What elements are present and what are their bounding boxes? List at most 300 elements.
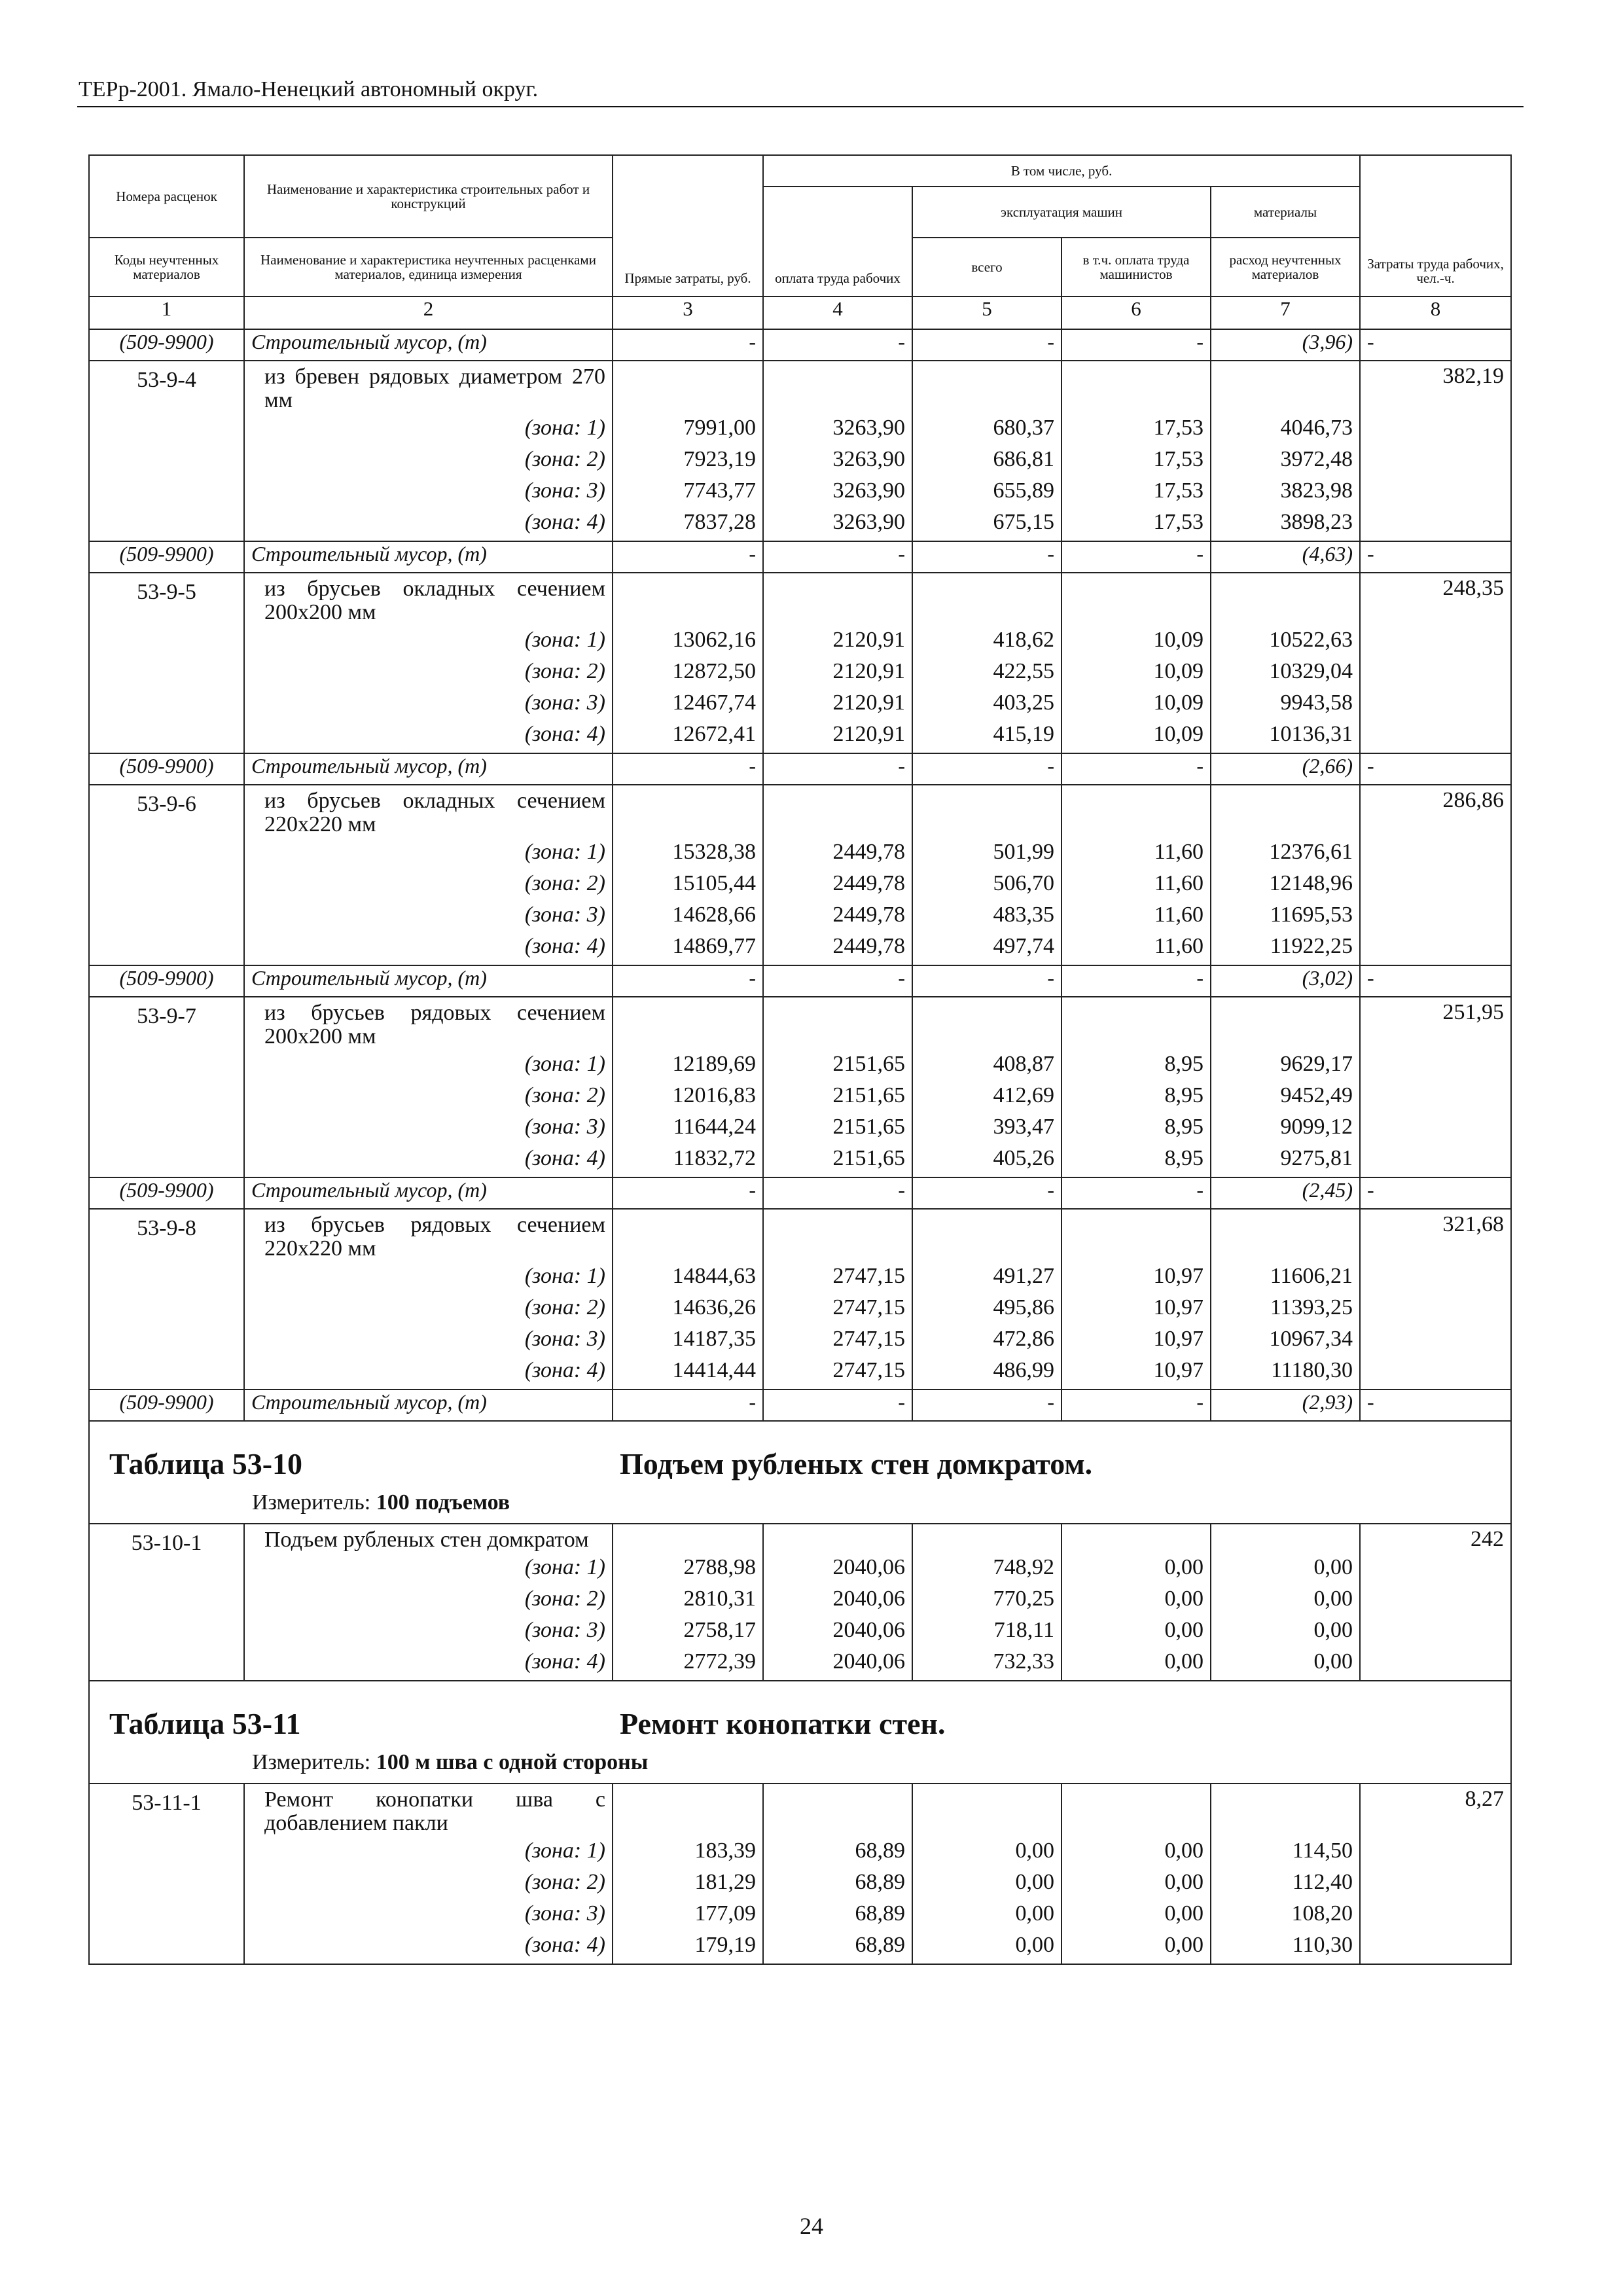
workers-pay: 2040,06 (832, 1618, 905, 1642)
machines-total-cell (912, 1209, 1061, 1390)
waste-pay: - (763, 541, 912, 573)
direct-costs: 7743,77 (683, 478, 756, 503)
workers-pay: 2747,15 (832, 1295, 905, 1319)
machines-total: 412,69 (993, 1083, 1054, 1107)
drivers-pay: 0,00 (1164, 1555, 1204, 1579)
section-table-name: Подъем рубленых стен домкратом. (620, 1447, 1093, 1480)
materials-cost: 108,20 (1291, 1901, 1353, 1926)
drivers-pay-cell (1061, 1784, 1211, 1964)
direct-costs: 14187,35 (672, 1327, 756, 1351)
workers-pay: 3263,90 (832, 447, 905, 471)
workers-pay-cell (763, 573, 912, 753)
machines-total-cell (912, 1524, 1061, 1681)
header-materials-consumption: расход неучтенных материалов (1211, 238, 1360, 296)
materials-cost: 0,00 (1313, 1587, 1353, 1611)
machines-total-cell (912, 785, 1061, 965)
direct-costs: 2810,31 (683, 1587, 756, 1611)
zone-label: (зона: 2) (524, 659, 605, 683)
header-materials-group: материалы (1211, 187, 1360, 238)
rate-item-row (89, 1784, 1511, 1964)
waste-machines: - (912, 541, 1061, 573)
materials-cost: 3823,98 (1280, 478, 1353, 503)
machines-total: 408,87 (993, 1052, 1054, 1076)
zone-label: (зона: 3) (524, 1901, 605, 1926)
direct-costs: 11832,72 (673, 1146, 756, 1170)
direct-costs: 7923,19 (683, 447, 756, 471)
direct-costs: 12189,69 (672, 1052, 756, 1076)
waste-amount: (2,45) (1211, 1177, 1360, 1209)
direct-costs: 14844,63 (672, 1264, 756, 1288)
direct-costs-cell (613, 997, 763, 1177)
drivers-pay: 8,95 (1164, 1083, 1204, 1107)
materials-cost: 12148,96 (1269, 871, 1353, 895)
workers-pay-cell (763, 361, 912, 541)
header-machines-total: всего (912, 238, 1061, 296)
rate-item-row (89, 1524, 1511, 1681)
workers-pay: 3263,90 (832, 478, 905, 503)
material-code: (509-9900) (89, 329, 244, 361)
drivers-pay-cell (1061, 997, 1211, 1177)
direct-costs: 7991,00 (683, 416, 756, 440)
waste-row (89, 965, 1511, 997)
rate-item-row (89, 361, 1511, 541)
machines-total-cell (912, 997, 1061, 1177)
zone-label: (зона: 1) (524, 628, 605, 652)
machines-total: 686,81 (993, 447, 1054, 471)
section-table-number: Таблица 53-10 (109, 1447, 303, 1480)
zone-label: (зона: 3) (524, 903, 605, 927)
material-code: (509-9900) (89, 753, 244, 785)
machines-total-cell (912, 1784, 1061, 1964)
materials-cost-cell (1211, 1784, 1360, 1964)
workers-pay: 68,89 (855, 1901, 905, 1926)
zone-label: (зона: 1) (524, 840, 605, 864)
direct-costs: 11644,24 (673, 1115, 756, 1139)
direct-costs-cell (613, 573, 763, 753)
header-labor-costs: Затраты труда рабочих, чел.-ч. (1360, 155, 1511, 296)
machines-total: 0,00 (1015, 1839, 1054, 1863)
waste-pay: - (763, 753, 912, 785)
workers-pay: 2449,78 (832, 840, 905, 864)
direct-costs-cell (613, 361, 763, 541)
waste-machines: - (912, 965, 1061, 997)
zone-label: (зона: 1) (524, 1555, 605, 1579)
waste-row (89, 753, 1511, 785)
workers-pay: 2449,78 (832, 903, 905, 927)
workers-pay: 68,89 (855, 1933, 905, 1957)
table-section-header (89, 1421, 1511, 1524)
materials-cost: 11695,53 (1270, 903, 1353, 927)
materials-cost: 9943,58 (1280, 691, 1353, 715)
direct-costs: 181,29 (694, 1870, 756, 1894)
rate-code: 53-9-4 (89, 361, 244, 541)
workers-pay: 3263,90 (832, 416, 905, 440)
materials-cost: 3972,48 (1280, 447, 1353, 471)
material-name: Строительный мусор, (т) (244, 541, 613, 573)
materials-cost: 10329,04 (1269, 659, 1353, 683)
drivers-pay: 11,60 (1154, 871, 1204, 895)
machines-total-cell (912, 361, 1061, 541)
column-number: 8 (1360, 296, 1511, 329)
header-material-names: Наименование и характеристика неучтенных расценками материалов, единица измерения (244, 238, 613, 296)
material-name: Строительный мусор, (т) (244, 329, 613, 361)
workers-pay-cell (763, 997, 912, 1177)
zone-label: (зона: 3) (524, 1115, 605, 1139)
direct-costs: 14628,66 (672, 903, 756, 927)
drivers-pay: 8,95 (1164, 1052, 1204, 1076)
labor-costs: 242 (1360, 1524, 1511, 1681)
materials-cost: 10967,34 (1269, 1327, 1353, 1351)
machines-total: 680,37 (993, 416, 1054, 440)
waste-direct: - (613, 753, 763, 785)
drivers-pay: 17,53 (1153, 447, 1204, 471)
direct-costs: 2758,17 (683, 1618, 756, 1642)
waste-amount: (2,66) (1211, 753, 1360, 785)
drivers-pay: 17,53 (1153, 416, 1204, 440)
machines-total: 403,25 (993, 691, 1054, 715)
drivers-pay: 10,97 (1153, 1264, 1204, 1288)
materials-cost-cell (1211, 1524, 1360, 1681)
drivers-pay: 0,00 (1164, 1649, 1204, 1674)
direct-costs: 14636,26 (672, 1295, 756, 1319)
drivers-pay: 10,09 (1153, 691, 1204, 715)
labor-costs: 251,95 (1360, 997, 1511, 1177)
column-number: 3 (613, 296, 763, 329)
zone-label: (зона: 4) (524, 1649, 605, 1674)
unit-value: 100 подъемов (376, 1490, 510, 1515)
section-table-number: Таблица 53-11 (109, 1707, 301, 1740)
estimate-table (88, 154, 1512, 1965)
unit-label: Измеритель: (252, 1490, 371, 1515)
machines-total: 491,27 (993, 1264, 1054, 1288)
drivers-pay: 0,00 (1164, 1870, 1204, 1894)
workers-pay: 2120,91 (832, 659, 905, 683)
zone-label: (зона: 4) (524, 1933, 605, 1957)
waste-direct: - (613, 541, 763, 573)
waste-machines: - (912, 753, 1061, 785)
machines-total: 486,99 (993, 1358, 1054, 1382)
materials-cost: 4046,73 (1280, 416, 1353, 440)
workers-pay-cell (763, 1209, 912, 1390)
column-number: 1 (89, 296, 244, 329)
workers-pay: 2151,65 (832, 1052, 905, 1076)
workers-pay: 68,89 (855, 1870, 905, 1894)
rate-description-cell (244, 785, 613, 965)
materials-cost: 0,00 (1313, 1618, 1353, 1642)
rate-description: Ремонт конопатки шва с добавлением пакли (264, 1787, 605, 1835)
section-unit (109, 1490, 1491, 1515)
zone-label: (зона: 2) (524, 871, 605, 895)
materials-cost: 12376,61 (1269, 840, 1353, 864)
drivers-pay: 0,00 (1164, 1933, 1204, 1957)
waste-direct: - (613, 1390, 763, 1421)
workers-pay: 2449,78 (832, 871, 905, 895)
machines-total: 770,25 (993, 1587, 1054, 1611)
materials-cost-cell (1211, 785, 1360, 965)
workers-pay-cell (763, 785, 912, 965)
labor-costs: 382,19 (1360, 361, 1511, 541)
machines-total: 495,86 (993, 1295, 1054, 1319)
section-title-line (109, 1446, 1491, 1481)
labor-costs: 286,86 (1360, 785, 1511, 965)
drivers-pay: 0,00 (1164, 1901, 1204, 1926)
material-code: (509-9900) (89, 541, 244, 573)
direct-costs: 2772,39 (683, 1649, 756, 1674)
materials-cost: 9629,17 (1280, 1052, 1353, 1076)
workers-pay-cell (763, 1784, 912, 1964)
rate-description-cell (244, 997, 613, 1177)
header-including-group: В том числе, руб. (763, 155, 1360, 187)
unit-value: 100 м шва с одной стороны (376, 1750, 649, 1774)
column-number: 5 (912, 296, 1061, 329)
drivers-pay: 10,97 (1153, 1295, 1204, 1319)
direct-costs: 177,09 (694, 1901, 756, 1926)
waste-machines: - (912, 1390, 1061, 1421)
drivers-pay: 10,09 (1153, 722, 1204, 746)
workers-pay: 2747,15 (832, 1264, 905, 1288)
machines-total: 422,55 (993, 659, 1054, 683)
materials-cost: 11180,30 (1271, 1358, 1353, 1382)
waste-direct: - (613, 965, 763, 997)
waste-pay: - (763, 965, 912, 997)
machines-total-cell (912, 573, 1061, 753)
machines-total: 0,00 (1015, 1870, 1054, 1894)
material-name: Строительный мусор, (т) (244, 965, 613, 997)
drivers-pay: 10,09 (1153, 628, 1204, 652)
workers-pay: 2747,15 (832, 1327, 905, 1351)
direct-costs: 7837,28 (683, 510, 756, 534)
drivers-pay: 11,60 (1154, 903, 1204, 927)
waste-pay: - (763, 329, 912, 361)
materials-cost: 11393,25 (1270, 1295, 1353, 1319)
material-code: (509-9900) (89, 1390, 244, 1421)
rate-description-cell (244, 573, 613, 753)
rate-description: из брусьев рядовых сечением 220х220 мм (264, 1213, 605, 1261)
waste-row (89, 541, 1511, 573)
direct-costs-cell (613, 1209, 763, 1390)
materials-cost: 9099,12 (1280, 1115, 1353, 1139)
direct-costs: 183,39 (694, 1839, 756, 1863)
materials-cost: 112,40 (1292, 1870, 1353, 1894)
material-name: Строительный мусор, (т) (244, 753, 613, 785)
waste-direct: - (613, 1177, 763, 1209)
rate-item-row (89, 1209, 1511, 1390)
waste-drivers: - (1061, 965, 1211, 997)
waste-drivers: - (1061, 329, 1211, 361)
drivers-pay-cell (1061, 1524, 1211, 1681)
waste-amount: (2,93) (1211, 1390, 1360, 1421)
machines-total: 497,74 (993, 934, 1054, 958)
materials-cost: 9275,81 (1280, 1146, 1353, 1170)
waste-labor: - (1360, 753, 1511, 785)
material-code: (509-9900) (89, 1177, 244, 1209)
direct-costs-cell (613, 1784, 763, 1964)
direct-costs-cell (613, 785, 763, 965)
materials-cost-cell (1211, 1209, 1360, 1390)
materials-cost-cell (1211, 573, 1360, 753)
machines-total: 675,15 (993, 510, 1054, 534)
header-material-codes: Коды неучтенных материалов (89, 238, 244, 296)
zone-label: (зона: 1) (524, 1264, 605, 1288)
workers-pay: 2040,06 (832, 1649, 905, 1674)
zone-label: (зона: 3) (524, 478, 605, 503)
header-direct-costs: Прямые затраты, руб. (613, 155, 763, 296)
zone-label: (зона: 2) (524, 1083, 605, 1107)
workers-pay: 2449,78 (832, 934, 905, 958)
rate-description-cell (244, 1209, 613, 1390)
rate-code: 53-9-6 (89, 785, 244, 965)
rate-description: из брусьев окладных сечением 220х220 мм (264, 789, 605, 836)
materials-cost: 110,30 (1292, 1933, 1353, 1957)
machines-total: 0,00 (1015, 1901, 1054, 1926)
zone-label: (зона: 1) (524, 416, 605, 440)
materials-cost: 11922,25 (1270, 934, 1353, 958)
rate-description: Подъем рубленых стен домкратом (264, 1528, 589, 1552)
drivers-pay-cell (1061, 573, 1211, 753)
machines-total: 732,33 (993, 1649, 1054, 1674)
materials-cost: 10522,63 (1269, 628, 1353, 652)
rate-item-row (89, 573, 1511, 753)
drivers-pay: 8,95 (1164, 1146, 1204, 1170)
drivers-pay: 8,95 (1164, 1115, 1204, 1139)
machines-total: 418,62 (993, 628, 1054, 652)
rate-code: 53-9-5 (89, 573, 244, 753)
rate-item-row (89, 785, 1511, 965)
column-number: 6 (1061, 296, 1211, 329)
rate-code: 53-10-1 (89, 1524, 244, 1681)
direct-costs: 12016,83 (672, 1083, 756, 1107)
machines-total: 655,89 (993, 478, 1054, 503)
rate-description-cell (244, 1524, 613, 1681)
materials-cost: 9452,49 (1280, 1083, 1353, 1107)
waste-machines: - (912, 329, 1061, 361)
waste-pay: - (763, 1177, 912, 1209)
workers-pay: 2151,65 (832, 1115, 905, 1139)
drivers-pay-cell (1061, 785, 1211, 965)
drivers-pay: 11,60 (1154, 934, 1204, 958)
drivers-pay: 10,97 (1153, 1358, 1204, 1382)
drivers-pay: 0,00 (1164, 1587, 1204, 1611)
waste-labor: - (1360, 965, 1511, 997)
workers-pay: 2040,06 (832, 1555, 905, 1579)
header-rule (77, 106, 1524, 107)
machines-total: 748,92 (993, 1555, 1054, 1579)
machines-total: 0,00 (1015, 1933, 1054, 1957)
unit-label: Измеритель: (252, 1750, 371, 1774)
zone-label: (зона: 4) (524, 1146, 605, 1170)
waste-drivers: - (1061, 541, 1211, 573)
page-number: 24 (800, 2213, 823, 2239)
drivers-pay: 10,97 (1153, 1327, 1204, 1351)
header-workers-pay: оплата труда рабочих (763, 187, 912, 296)
section-header-cell (89, 1421, 1511, 1524)
section-title-line (109, 1706, 1491, 1741)
direct-costs: 12672,41 (672, 722, 756, 746)
waste-labor: - (1360, 541, 1511, 573)
direct-costs: 15328,38 (672, 840, 756, 864)
machines-total: 415,19 (993, 722, 1054, 746)
zone-label: (зона: 4) (524, 1358, 605, 1382)
waste-pay: - (763, 1390, 912, 1421)
rate-description-cell (244, 1784, 613, 1964)
labor-costs: 8,27 (1360, 1784, 1511, 1964)
workers-pay: 2040,06 (832, 1587, 905, 1611)
direct-costs: 14869,77 (672, 934, 756, 958)
direct-costs: 14414,44 (672, 1358, 756, 1382)
zone-label: (зона: 4) (524, 934, 605, 958)
column-numbers-row (89, 296, 1511, 329)
machines-total: 472,86 (993, 1327, 1054, 1351)
waste-row (89, 1390, 1511, 1421)
workers-pay: 2151,65 (832, 1083, 905, 1107)
drivers-pay: 17,53 (1153, 478, 1204, 503)
rate-code: 53-9-7 (89, 997, 244, 1177)
zone-label: (зона: 2) (524, 1870, 605, 1894)
drivers-pay-cell (1061, 1209, 1211, 1390)
material-code: (509-9900) (89, 965, 244, 997)
workers-pay: 2120,91 (832, 691, 905, 715)
waste-direct: - (613, 329, 763, 361)
drivers-pay: 0,00 (1164, 1839, 1204, 1863)
workers-pay: 2120,91 (832, 722, 905, 746)
column-number: 7 (1211, 296, 1360, 329)
materials-cost: 0,00 (1313, 1649, 1353, 1674)
materials-cost-cell (1211, 361, 1360, 541)
workers-pay: 2151,65 (832, 1146, 905, 1170)
direct-costs: 13062,16 (672, 628, 756, 652)
direct-costs: 2788,98 (683, 1555, 756, 1579)
workers-pay: 68,89 (855, 1839, 905, 1863)
waste-machines: - (912, 1177, 1061, 1209)
rate-description: из брусьев окладных сечением 200х200 мм (264, 577, 605, 624)
direct-costs: 12467,74 (672, 691, 756, 715)
waste-drivers: - (1061, 1177, 1211, 1209)
waste-row (89, 329, 1511, 361)
machines-total: 405,26 (993, 1146, 1054, 1170)
zone-label: (зона: 1) (524, 1839, 605, 1863)
machines-total: 718,11 (993, 1618, 1054, 1642)
zone-label: (зона: 2) (524, 1295, 605, 1319)
rate-description: из бревен рядовых диаметром 270 мм (264, 365, 605, 412)
direct-costs: 15105,44 (672, 871, 756, 895)
machines-total: 483,35 (993, 903, 1054, 927)
workers-pay-cell (763, 1524, 912, 1681)
table-section-header (89, 1681, 1511, 1784)
zone-label: (зона: 1) (524, 1052, 605, 1076)
machines-total: 506,70 (993, 871, 1054, 895)
direct-costs: 12872,50 (672, 659, 756, 683)
direct-costs: 179,19 (694, 1933, 756, 1957)
header-machines-group: эксплуатация машин (912, 187, 1211, 238)
zone-label: (зона: 2) (524, 447, 605, 471)
materials-cost-cell (1211, 997, 1360, 1177)
zone-label: (зона: 3) (524, 1618, 605, 1642)
materials-cost: 10136,31 (1269, 722, 1353, 746)
section-table-name: Ремонт конопатки стен. (620, 1707, 946, 1740)
drivers-pay: 17,53 (1153, 510, 1204, 534)
workers-pay: 2120,91 (832, 628, 905, 652)
waste-amount: (3,96) (1211, 329, 1360, 361)
zone-label: (зона: 3) (524, 691, 605, 715)
materials-cost: 11606,21 (1270, 1264, 1353, 1288)
drivers-pay-cell (1061, 361, 1211, 541)
materials-cost: 114,50 (1292, 1839, 1353, 1863)
waste-labor: - (1360, 329, 1511, 361)
rate-code: 53-11-1 (89, 1784, 244, 1964)
waste-drivers: - (1061, 1390, 1211, 1421)
waste-labor: - (1360, 1390, 1511, 1421)
rate-description-cell (244, 361, 613, 541)
